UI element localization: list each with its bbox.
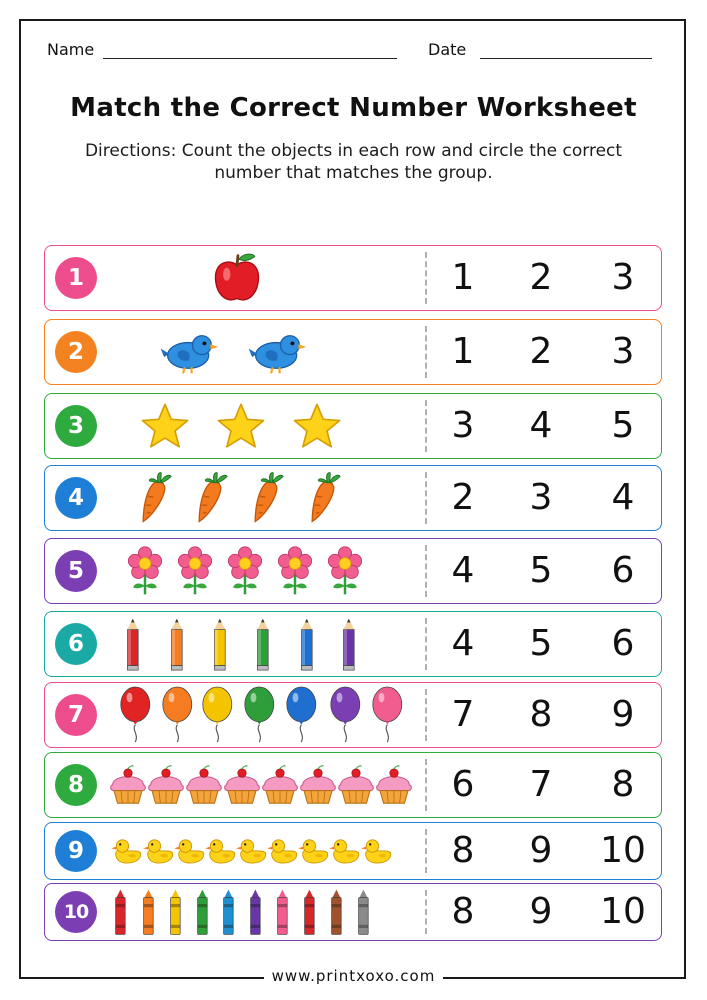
answer-option[interactable]: 5 <box>611 405 635 446</box>
duck-icon <box>328 837 362 870</box>
duck-icon <box>360 837 394 870</box>
dashed-divider <box>425 618 427 670</box>
footer-url: www.printxoxo.com <box>264 967 444 985</box>
worksheet-title: Match the Correct Number Worksheet <box>70 93 637 123</box>
counting-row-8 <box>44 752 662 818</box>
balloon-icon <box>281 686 322 748</box>
balloon-icon <box>325 686 366 748</box>
dashed-divider <box>425 472 427 524</box>
row-number-badge: 4 <box>55 477 97 519</box>
row-number-badge: 9 <box>55 830 97 872</box>
flower-icon <box>175 546 215 600</box>
answer-option[interactable]: 9 <box>529 830 553 871</box>
counting-row-7 <box>44 682 662 748</box>
flower-icon <box>275 546 315 600</box>
pencil-icon <box>209 617 231 675</box>
duck-icon <box>204 837 238 870</box>
flower-icon <box>325 546 365 600</box>
flower-icon <box>125 546 165 600</box>
answer-option[interactable]: 3 <box>529 477 553 518</box>
crayon-icon <box>355 888 372 940</box>
answer-option[interactable]: 4 <box>451 623 475 664</box>
crayon-icon <box>167 888 184 940</box>
balloon-icon <box>367 686 408 748</box>
answer-option[interactable]: 3 <box>611 257 635 298</box>
star-icon <box>216 401 266 455</box>
balloon-icon <box>157 686 198 748</box>
flower-icon <box>225 546 265 600</box>
answer-option[interactable]: 8 <box>529 694 553 735</box>
crayon-icon <box>220 888 237 940</box>
answer-option[interactable]: 9 <box>529 891 553 932</box>
object-group <box>107 394 419 458</box>
answer-option[interactable]: 6 <box>611 623 635 664</box>
balloon-icon <box>115 686 156 748</box>
duck-icon <box>142 837 176 870</box>
dashed-divider <box>425 890 427 934</box>
dashed-divider <box>425 400 427 452</box>
carrot-icon <box>305 471 343 529</box>
answer-option[interactable]: 4 <box>611 477 635 518</box>
carrot-icon <box>248 471 286 529</box>
answer-option[interactable]: 6 <box>451 764 475 805</box>
answer-option[interactable]: 6 <box>611 550 635 591</box>
crayon-icon <box>301 888 318 940</box>
name-label: Name <box>47 40 95 59</box>
crayon-icon <box>112 888 129 940</box>
answer-option[interactable]: 10 <box>600 891 646 932</box>
crayon-icon <box>194 888 211 940</box>
duck-icon <box>235 837 269 870</box>
name-field[interactable] <box>47 40 94 59</box>
answer-option[interactable]: 10 <box>600 830 646 871</box>
answer-option[interactable]: 5 <box>529 550 553 591</box>
crayon-icon <box>140 888 157 940</box>
footer <box>0 966 707 985</box>
object-group <box>107 753 419 817</box>
answer-option[interactable]: 4 <box>451 550 475 591</box>
answer-option[interactable]: 2 <box>529 331 553 372</box>
cupcake-icon <box>145 764 187 810</box>
counting-row-6 <box>44 611 662 677</box>
object-group <box>107 823 419 879</box>
answer-option[interactable]: 8 <box>611 764 635 805</box>
answer-option[interactable]: 2 <box>529 257 553 298</box>
object-group <box>107 246 419 310</box>
counting-row-2 <box>44 319 662 385</box>
answer-option[interactable]: 7 <box>451 694 475 735</box>
answer-option[interactable]: 4 <box>529 405 553 446</box>
balloon-icon <box>239 686 280 748</box>
counting-row-10 <box>44 883 662 941</box>
pencil-icon <box>166 617 188 675</box>
balloon-icon <box>197 686 238 748</box>
answer-option[interactable]: 3 <box>611 331 635 372</box>
object-group <box>107 539 419 603</box>
row-number-badge: 6 <box>55 623 97 665</box>
object-group <box>107 466 419 530</box>
crayon-icon <box>274 888 291 940</box>
bird-icon <box>247 328 307 380</box>
answer-option[interactable]: 3 <box>451 405 475 446</box>
cupcake-icon <box>373 764 415 810</box>
answer-option[interactable]: 8 <box>451 830 475 871</box>
cupcake-icon <box>221 764 263 810</box>
dashed-divider <box>425 252 427 304</box>
apple-icon <box>209 250 265 310</box>
date-label: Date <box>428 40 467 59</box>
answer-option[interactable]: 1 <box>451 257 475 298</box>
star-icon <box>140 401 190 455</box>
duck-icon <box>173 837 207 870</box>
duck-icon <box>110 837 144 870</box>
object-group <box>107 612 419 676</box>
answer-option[interactable]: 7 <box>529 764 553 805</box>
object-group <box>107 320 419 384</box>
cupcake-icon <box>297 764 339 810</box>
row-number-badge: 10 <box>55 891 97 933</box>
answer-option[interactable]: 2 <box>451 477 475 518</box>
cupcake-icon <box>107 764 149 810</box>
answer-option[interactable]: 5 <box>529 623 553 664</box>
counting-row-4 <box>44 465 662 531</box>
crayon-icon <box>247 888 264 940</box>
dashed-divider <box>425 759 427 811</box>
cupcake-icon <box>259 764 301 810</box>
counting-row-3 <box>44 393 662 459</box>
dashed-divider <box>425 689 427 741</box>
counting-row-1 <box>44 245 662 311</box>
counting-row-5 <box>44 538 662 604</box>
row-number-badge: 1 <box>55 257 97 299</box>
row-number-badge: 5 <box>55 550 97 592</box>
row-number-badge: 8 <box>55 764 97 806</box>
pencil-icon <box>296 617 318 675</box>
date-field[interactable] <box>428 40 466 59</box>
pencil-icon <box>122 617 144 675</box>
dashed-divider <box>425 545 427 597</box>
row-number-badge: 7 <box>55 694 97 736</box>
dashed-divider <box>425 326 427 378</box>
duck-icon <box>266 837 300 870</box>
bird-icon <box>159 328 219 380</box>
crayon-icon <box>328 888 345 940</box>
object-group <box>107 683 419 747</box>
dashed-divider <box>425 829 427 873</box>
answer-option[interactable]: 1 <box>451 331 475 372</box>
carrot-icon <box>192 471 230 529</box>
directions-text: Directions: Count the objects in each row and circle the correct number that matches the group. <box>84 141 623 183</box>
pencil-icon <box>252 617 274 675</box>
star-icon <box>292 401 342 455</box>
pencil-icon <box>338 617 360 675</box>
row-number-badge: 2 <box>55 331 97 373</box>
object-group <box>107 884 419 940</box>
duck-icon <box>297 837 331 870</box>
cupcake-icon <box>183 764 225 810</box>
counting-row-9 <box>44 822 662 880</box>
carrot-icon <box>136 471 174 529</box>
answer-option[interactable]: 8 <box>451 891 475 932</box>
answer-option[interactable]: 9 <box>611 694 635 735</box>
cupcake-icon <box>335 764 377 810</box>
row-number-badge: 3 <box>55 405 97 447</box>
